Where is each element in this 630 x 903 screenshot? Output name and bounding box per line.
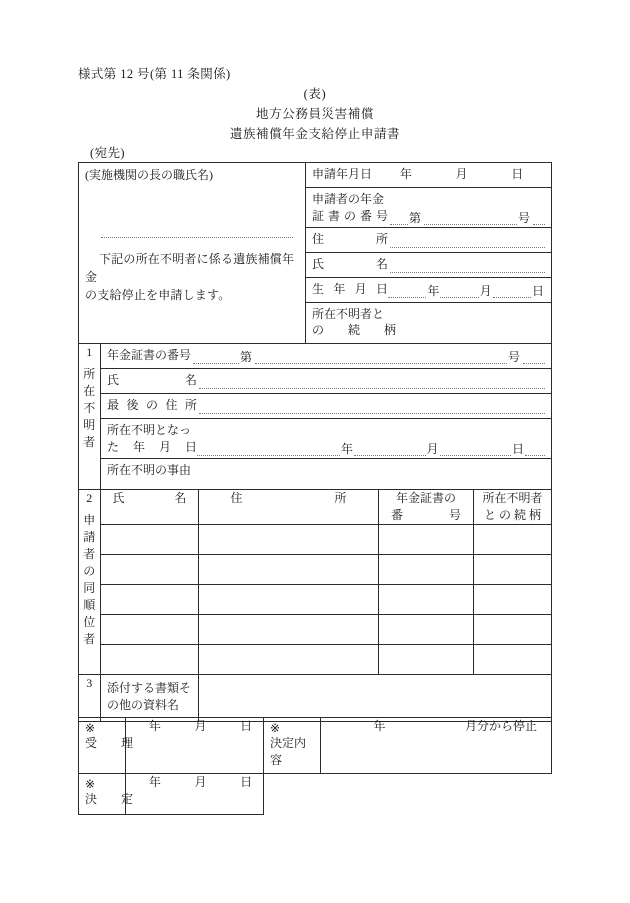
section2-char-4: 同 (83, 581, 96, 595)
application-date-fields[interactable] (378, 166, 545, 183)
section2-cell-relation[interactable] (474, 555, 552, 585)
header-row-1 (79, 163, 552, 188)
section2-cell-cert[interactable] (379, 525, 474, 555)
section2-col-header-name: 氏 名 (101, 490, 199, 525)
addressee-label: (宛先) (90, 146, 125, 160)
section1-missing-day-input[interactable] (440, 442, 512, 456)
section1-name-cell (101, 369, 552, 394)
official-use-table (78, 717, 552, 815)
section2-cell-name[interactable] (101, 555, 199, 585)
applicant-cert-label-1: 申請者の年金 (312, 192, 385, 206)
decision-suspend-text[interactable]: 月分から停止 (464, 719, 537, 733)
table-row (79, 645, 552, 675)
section2-cert-header-1: 年金証書の (396, 491, 457, 505)
section2-cell-relation[interactable] (474, 645, 552, 675)
birth-month-input[interactable] (440, 284, 478, 298)
agency-head-cell (79, 163, 306, 344)
section1-char-0: 所 (83, 367, 96, 381)
section1-last-address-input[interactable] (199, 400, 545, 414)
relation-label-2: の 続 柄 (312, 323, 397, 337)
cert-prefix: 第 (409, 211, 422, 225)
decision-year-unit[interactable]: 年 (373, 719, 386, 733)
section2-cell-cert[interactable] (379, 555, 474, 585)
section3-label-1: 添付する書類そ (107, 681, 192, 695)
section1-cert-input[interactable] (255, 350, 507, 364)
section1-row-5 (79, 459, 552, 490)
section2-cell-address[interactable] (199, 525, 379, 555)
section1-month-unit: 月 (426, 442, 439, 456)
receipt-label: 受 理 (85, 736, 134, 750)
section2-cell-address[interactable] (199, 615, 379, 645)
receipt-label-cell (79, 718, 134, 774)
signature-rule (101, 236, 293, 238)
section1-cert-label: 年金証書の番号 (107, 348, 192, 362)
decision-content-mark: ※ (270, 721, 281, 735)
main-form-table (78, 162, 552, 722)
section2-cell-address[interactable] (199, 555, 379, 585)
section2-cell-name[interactable] (101, 615, 199, 645)
application-day[interactable]: 日 (511, 167, 524, 181)
application-date-label: 申請年月日 (312, 167, 373, 181)
relation-label-1: 所在不明者と (312, 307, 385, 321)
receipt-date-cell[interactable] (126, 718, 264, 774)
section1-name-input[interactable] (199, 375, 545, 389)
decision-month-field[interactable]: 月 (194, 775, 207, 789)
applicant-cert-input[interactable] (424, 211, 517, 225)
applicant-name-label: 氏 名 (312, 257, 389, 271)
applicant-birthdate-label: 生 年 月 日 (312, 282, 389, 296)
section2-relation-header-1: 所在不明者 (482, 491, 543, 505)
receipt-day-unit[interactable]: 日 (240, 719, 253, 733)
decision-row-blank-area (264, 774, 552, 815)
birth-day-unit: 日 (532, 284, 545, 298)
section3-row (79, 675, 552, 722)
section2-cert-header-2: 番 号 (391, 508, 462, 522)
section2-cell-name[interactable] (101, 585, 199, 615)
section1-missing-date-cell (101, 419, 552, 459)
decision-day-field[interactable]: 日 (240, 775, 253, 789)
decision-content-label: 決定内容 (270, 736, 307, 767)
decision-label: 決 定 (85, 792, 134, 806)
statement-line-2: の支給停止を申請します。 (85, 288, 231, 302)
section1-missing-date-label-1: 所在不明となっ (107, 423, 192, 437)
section2-char-0: 申 (83, 513, 96, 527)
section2-header-row (79, 490, 552, 525)
decision-date-cell[interactable] (126, 774, 264, 815)
section2-char-2: 者 (83, 547, 96, 561)
receipt-year-unit[interactable]: 年 (148, 719, 161, 733)
section1-year-unit: 年 (341, 442, 354, 456)
section1-vertical-label (79, 344, 101, 490)
cert-suffix: 号 (518, 211, 531, 225)
section1-name-label: 氏 名 (107, 373, 197, 387)
form-number: 様式第 12 号(第 11 条関係) (78, 67, 231, 81)
section1-char-3: 明 (83, 418, 96, 432)
decision-content-value-cell[interactable] (321, 718, 552, 774)
application-month[interactable]: 月 (455, 167, 468, 181)
birth-year-input[interactable] (388, 284, 426, 298)
decision-content-label-cell (264, 718, 321, 774)
title-block (0, 84, 630, 144)
table-row (79, 585, 552, 615)
receipt-month-unit[interactable]: 月 (194, 719, 207, 733)
section1-missing-date-label-2: た 年 月 日 (107, 440, 197, 454)
side-label: (表) (303, 87, 327, 101)
table-row (79, 555, 552, 585)
decision-row (79, 774, 552, 815)
table-row (79, 615, 552, 645)
table-row (79, 525, 552, 555)
section1-cert-number-cell (101, 344, 552, 369)
section1-char-2: 不 (83, 401, 96, 415)
section2-cell-relation[interactable] (474, 525, 552, 555)
decision-year-field[interactable]: 年 (148, 775, 161, 789)
section3-value-cell[interactable] (199, 675, 552, 722)
decision-label-cell (79, 774, 134, 815)
applicant-name-cell (306, 253, 552, 278)
applicant-name-input[interactable] (390, 259, 545, 273)
section1-char-1: 在 (83, 384, 96, 398)
applicant-address-label: 住 所 (312, 232, 389, 246)
title-line-2: 遺族補償年金支給停止申請書 (229, 127, 401, 141)
applicant-relation-cell (306, 303, 552, 344)
section1-row-3 (79, 394, 552, 419)
section2-cell-cert[interactable] (379, 615, 474, 645)
section2-cell-relation[interactable] (474, 615, 552, 645)
section2-col-header-relation (474, 490, 552, 525)
receipt-mark: ※ (85, 721, 96, 735)
section2-char-6: 位 (83, 615, 96, 629)
applicant-cert-label-2: 証書の番号 (312, 209, 389, 223)
section1-cert-suffix: 号 (508, 350, 521, 364)
section1-reason-cell[interactable] (101, 459, 552, 490)
section2-label-chars (79, 512, 100, 648)
section1-missing-month-input[interactable] (354, 442, 426, 456)
agency-head-label: (実施機関の長の職氏名) (85, 168, 213, 182)
section2-number: 2 (86, 491, 93, 505)
applicant-address-cell (306, 228, 552, 253)
decision-mark: ※ (85, 777, 96, 791)
section2-char-7: 者 (83, 632, 96, 646)
section2-cell-address[interactable] (199, 585, 379, 615)
section1-reason-label: 所在不明の事由 (107, 463, 192, 477)
section1-char-4: 者 (83, 435, 96, 449)
section1-last-address-label: 最 後 の 住 所 (107, 398, 197, 412)
applicant-cert-number-cell (306, 188, 552, 228)
title-line-1: 地方公務員災害補償 (256, 107, 374, 121)
section2-char-3: の (83, 564, 96, 578)
section1-last-address-cell (101, 394, 552, 419)
section1-day-unit: 日 (512, 442, 525, 456)
section2-char-5: 順 (83, 598, 96, 612)
receipt-row (79, 718, 552, 774)
section2-cell-address[interactable] (199, 645, 379, 675)
section1-row-4 (79, 419, 552, 459)
applicant-birthdate-cell (306, 278, 552, 303)
section1-row-2 (79, 369, 552, 394)
application-year[interactable]: 年 (399, 167, 412, 181)
section1-label-chars (79, 366, 100, 451)
birth-day-input[interactable] (493, 284, 531, 298)
applicant-address-input[interactable] (390, 234, 545, 248)
section2-cell-name[interactable] (101, 525, 199, 555)
section3-label-2: の他の資料名 (107, 698, 180, 712)
section2-col-header-address: 住 所 (199, 490, 379, 525)
section1-number: 1 (86, 345, 93, 359)
section3-number: 3 (79, 675, 101, 722)
statement-line-1: 下記の所在不明者に係る遺族補償年金 (85, 252, 295, 284)
section2-relation-header-2: と の 続 柄 (484, 508, 542, 522)
section2-cell-cert[interactable] (379, 585, 474, 615)
section2-cell-cert[interactable] (379, 645, 474, 675)
birth-year-unit: 年 (427, 284, 440, 298)
section1-row-1 (79, 344, 552, 369)
section1-cert-prefix: 第 (240, 350, 253, 364)
section2-char-1: 請 (83, 530, 96, 544)
application-date-cell (306, 163, 552, 188)
section2-cell-name[interactable] (101, 645, 199, 675)
section2-col-header-cert (379, 490, 474, 525)
application-statement (85, 250, 297, 304)
section2-cell-relation[interactable] (474, 585, 552, 615)
birth-month-unit: 月 (479, 284, 492, 298)
section1-missing-year-input[interactable] (197, 442, 340, 456)
section2-vertical-label (79, 490, 101, 675)
section3-label-cell (101, 675, 199, 722)
